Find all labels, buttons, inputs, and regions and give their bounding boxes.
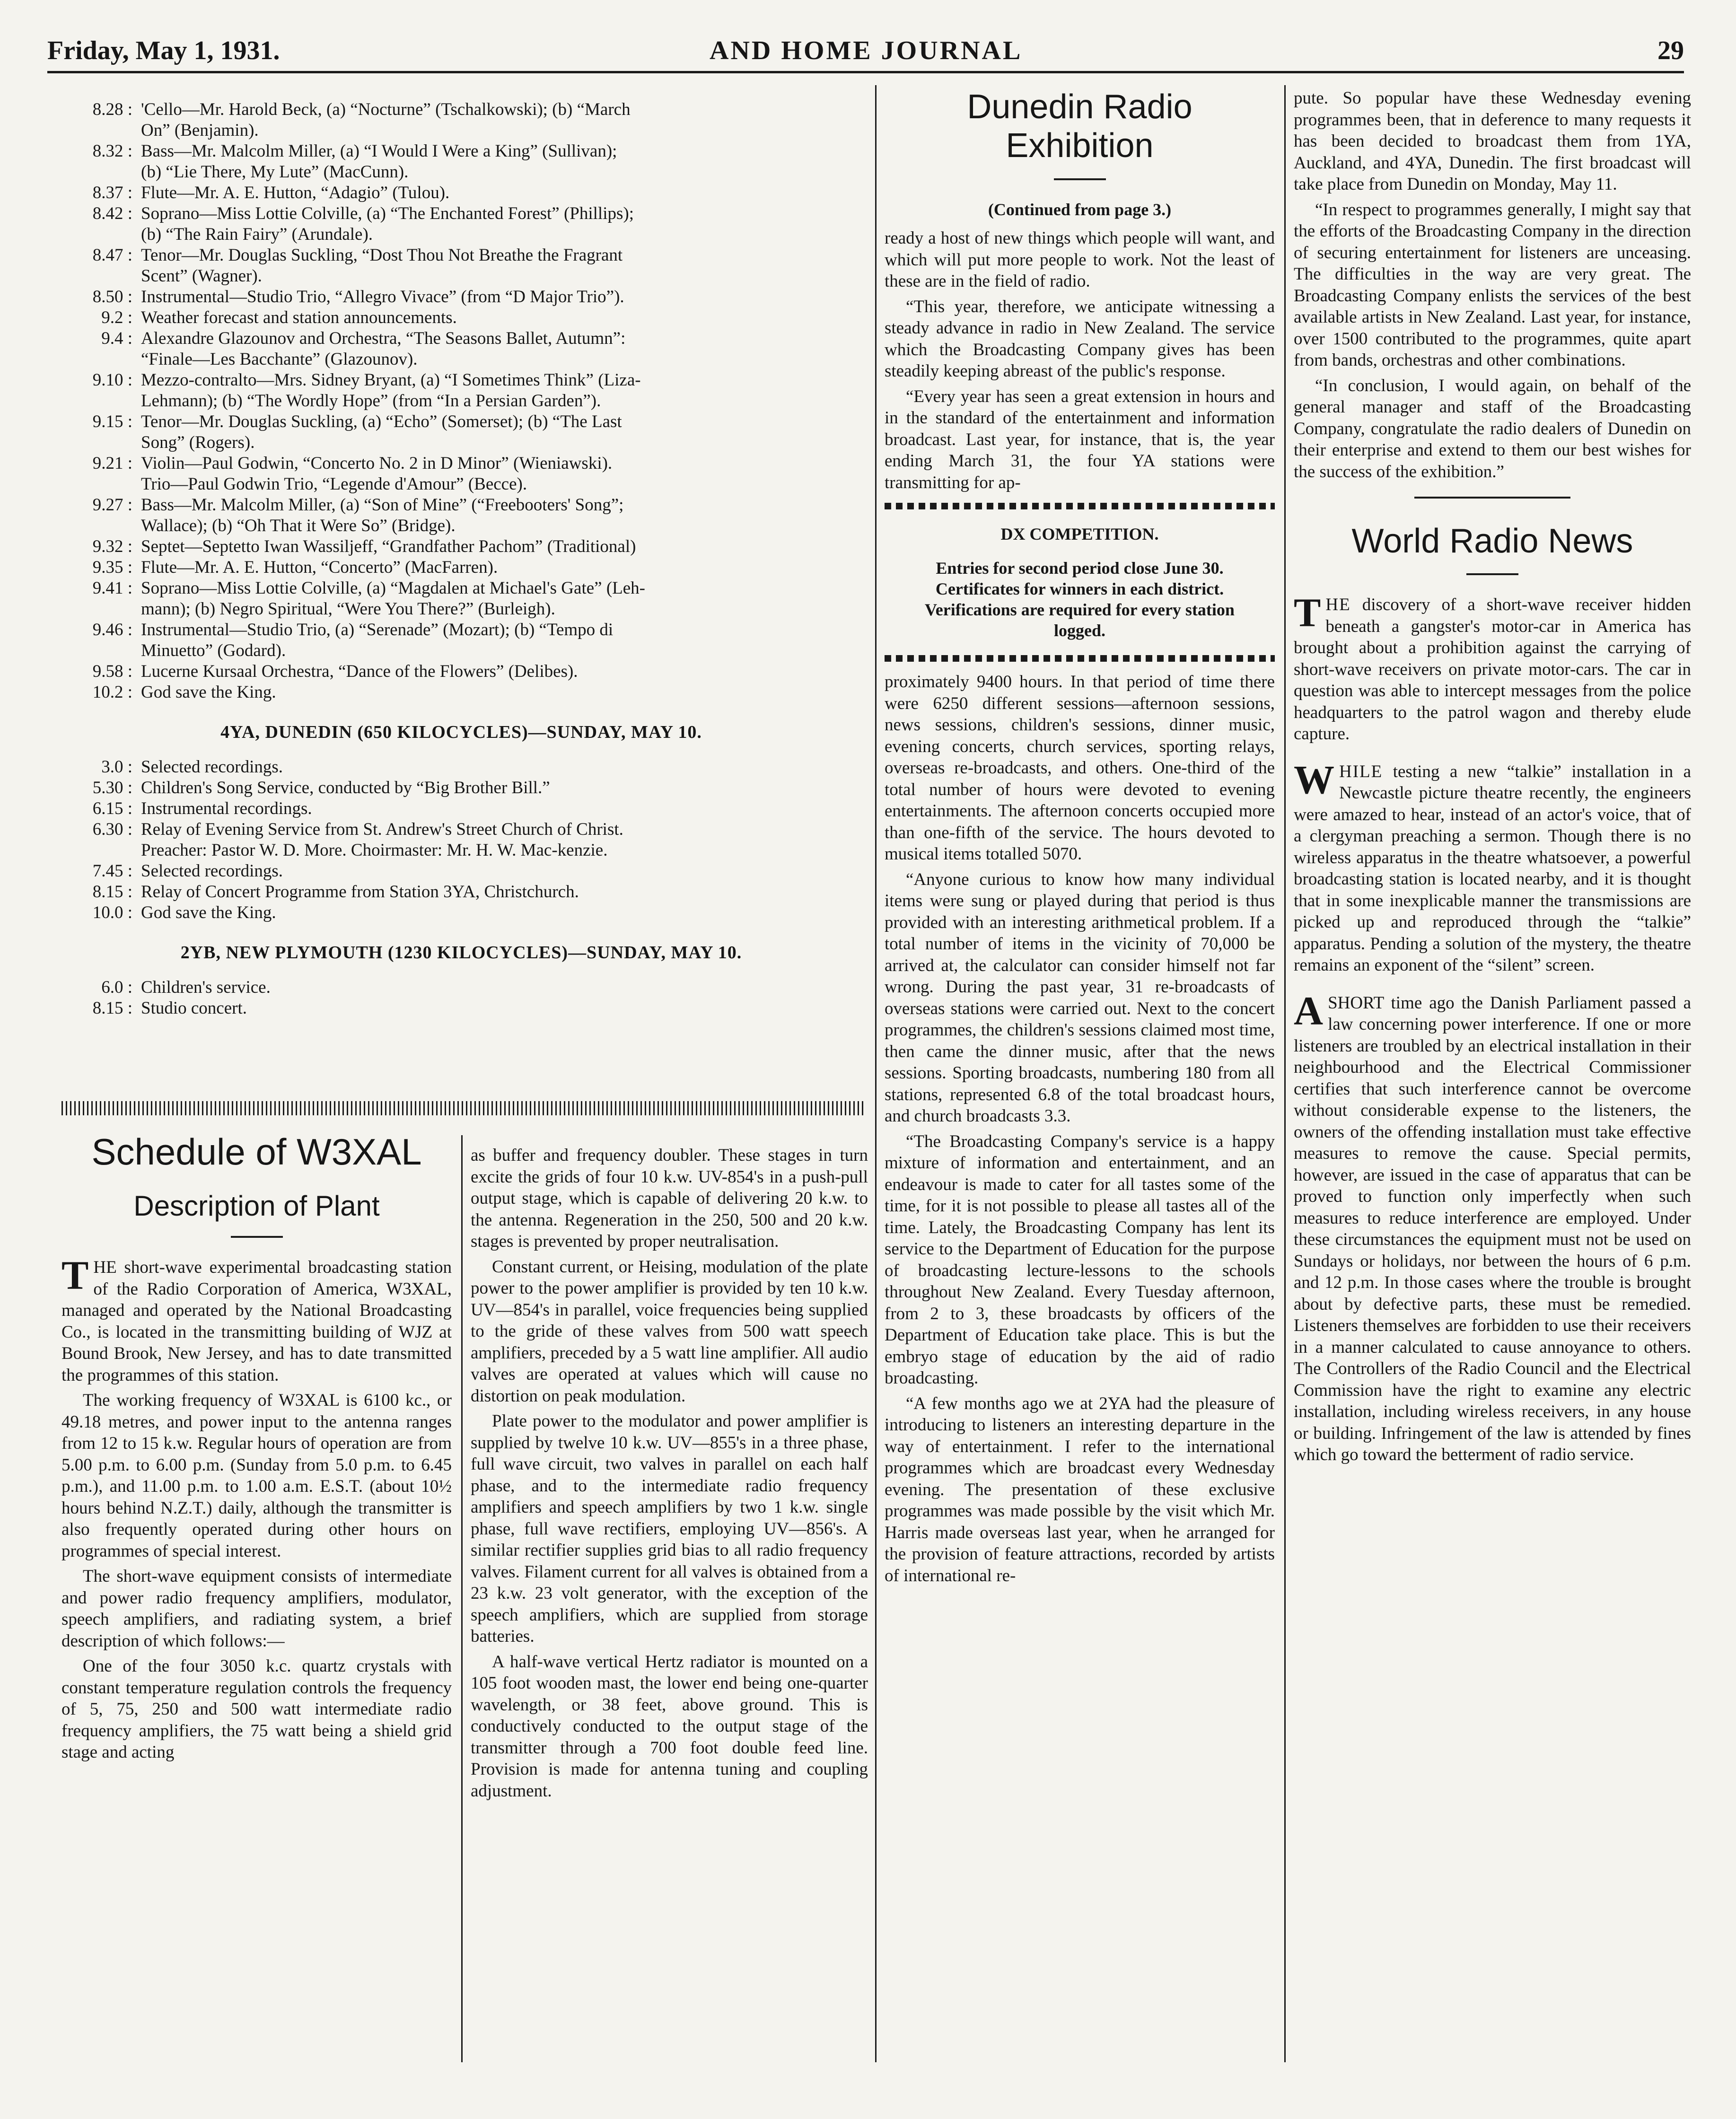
paragraph: “A few months ago we at 2YA had the pleasure of introducing to listeners an interesting departure in the way of entertainment. I refer to the international programmes which are broadcast every Wednesday evening. The presentation of these exclusive programmes was made possible by the visit which Mr. Harris made overseas last year, when he arranged for the provision of feature attractions, recorded by artists of international re- [885, 1393, 1275, 1585]
lead-word: HILE [1339, 762, 1383, 781]
schedule-item [61, 536, 861, 557]
drop-cap: W [1294, 756, 1334, 802]
schedule-time: 3.0 : [101, 757, 132, 777]
schedule-time: 6.30 : [92, 820, 132, 839]
schedule-item [61, 578, 861, 620]
dot-rule [885, 503, 1275, 509]
news-text: testing a new “talkie” installation in a Newcastle picture theatre recently, the engineers were amazed to hear, instead of an actor's voice, that of a clergyman preaching a sermon. Though there is no wireless apparatus in the theatre whatsoever, a powerful broadcasting station is located nearby, and it is thought that in some inexplicable manner the transmissions are picked up and reproduced through the “talkie” apparatus. Pending a solution of the mystery, the theatre remains an exponent of the “silent” screen. [1294, 762, 1691, 975]
drop-cap: T [61, 1252, 89, 1298]
schedule-text: Children's Song Service, conducted by “Big Brother Bill.” [141, 778, 550, 797]
w3xal-subtitle: Description of Plant [133, 1190, 380, 1222]
header-date: Friday, May 1, 1931. [47, 36, 280, 65]
header-title: AND HOME JOURNAL [710, 36, 1023, 65]
schedule-heading-4ya: 4YA, DUNEDIN (650 KILOCYCLES)—SUNDAY, MAY 10. [220, 722, 702, 742]
news-item [1294, 756, 1691, 976]
schedule-2yb [61, 977, 861, 1019]
schedule-text: Soprano—Miss Lottie Colville, (a) “Magdalen at Michael's Gate” (Leh- [141, 578, 645, 598]
schedule-item [61, 798, 861, 819]
separator-rule [1414, 497, 1570, 499]
paragraph: “In conclusion, I would again, on behalf of the general manager and staff of the Broadcasting Company, congratulate the radio dealers of Dunedin on their enterprise and extend to them our best wishes for the success of the exhibition.” [1294, 376, 1691, 482]
schedule-item [61, 682, 861, 703]
schedule-text: Instrumental—Studio Trio, “Allegro Vivace” (from “D Major Trio”). [141, 287, 624, 306]
schedule-text-continued: On” (Benjamin). [141, 121, 259, 140]
schedule-item [61, 412, 861, 453]
paragraph: “Anyone curious to know how many individual items were sung or played during that period is thus provided with an interesting arithmetical problem. If a total number of items in the vicinity of 70,000 be arrived at, the calculator can consider himself not far wrong. During the past year, 31 re-broadcasts of overseas stations were carried out. Next to the concert programmes, the children's sessions claimed most time, then came the dinner music, after that the news sessions. Sporting broadcasts, numbering 180 from all stations, represented 6.8 of the total broadcast hours, and church broadcasts 3.3. [885, 869, 1275, 1126]
schedule-item [61, 307, 861, 328]
schedule-time: 9.4 : [101, 329, 132, 348]
paragraph: as buffer and frequency doubler. These stages in turn excite the grids of four 10 k.w. UV-854's in a push-pull output stage, which is capable of delivering 20 k.w. to the antenna. Regeneration in the 250, 500 and 20 k.w. stages is prevented by proper neutralisation. [471, 1146, 868, 1251]
schedule-continued [61, 99, 861, 703]
schedule-text-continued: Song” (Rogers). [141, 433, 255, 452]
paragraph: proximately 9400 hours. In that period of time there were 6250 different sessions—afternoon sessions, news sessions, children's sessions, dinner music, evening concerts, church services, sporting relays, overseas re-broadcasts, and others. One-third of the total number of hours were devoted to evening entertainments. The afternoon concerts occupied more than one-fifth of the service. The hours devoted to musical items totalled 5070. [885, 672, 1275, 864]
schedule-text-continued: “Finale—Les Bacchante” (Glazounov). [141, 350, 418, 369]
schedule-text-continued: (b) “Lie There, My Lute” (MacCunn). [141, 162, 409, 182]
schedule-time: 8.42 : [92, 204, 132, 223]
schedule-time: 10.2 : [92, 683, 132, 702]
schedule-item [61, 245, 861, 287]
schedule-text: Weather forecast and station announcements. [141, 308, 457, 327]
page-header [47, 35, 1684, 73]
schedule-text-continued: Preacher: Pastor W. D. More. Choirmaster: Mr. H. W. Mac-kenzie. [141, 841, 608, 860]
news-text: SHORT time ago the Danish Parliament passed a law concerning power interference. If one or more listeners are troubled by an electrical installation in their neighbourhood and the Electrical Commissioner certifies that such interference cannot be overcome without considerable expense to the listeners, the owners of the offending installation must take effective measures to remove the cause. Special permits, however, are issued in the case of apparatus that can be proved to function only imperfectly when such measures to reduce interference are employed. Under these circumstances the equipment must not be used on Sundays or holidays, nor between the hours of 6 p.m. and 12 p.m. In those cases where the trouble is brought about by defective parts, these must be remedied. Listeners themselves are forbidden to use their receivers in a manner calculated to cause annoyance to others. The Controllers of the Radio Council and the Electrical Commission have the right to examine any electric installation, including wireless receivers, in any house or building. Infringement of the law is attended by fines which go toward the betterment of radio service. [1294, 993, 1691, 1464]
schedule-text: Bass—Mr. Malcolm Miller, (a) “Son of Mine” (“Freebooters' Song”; [141, 495, 624, 515]
schedule-text: Septet—Septetto Iwan Wassiljeff, “Grandfather Pachom” (Traditional) [141, 537, 636, 556]
schedule-time: 10.0 : [92, 903, 132, 922]
schedule-item [61, 861, 861, 882]
schedule-text: Relay of Concert Programme from Station 3YA, Christchurch. [141, 882, 579, 902]
schedule-time: 9.2 : [101, 308, 132, 327]
schedule-text: Studio concert. [141, 998, 247, 1018]
paragraph: The short-wave equipment consists of intermediate and power radio frequency amplifiers, modulator, speech amplifiers, and radiating system, a brief description of which follows:— [61, 1567, 452, 1651]
header-rule [47, 71, 1684, 73]
schedule-time: 9.58 : [92, 662, 132, 681]
w3xal-article-col2 [471, 1145, 868, 1805]
schedule-text: Instrumental—Studio Trio, (a) “Serenade” (Mozart); (b) “Tempo di [141, 620, 614, 639]
dx-line: Entries for second period close June 30. [936, 559, 1224, 578]
schedule-item [61, 977, 861, 998]
column-rule [461, 1135, 463, 2062]
schedule-text: Tenor—Mr. Douglas Suckling, (a) “Echo” (Somerset); (b) “The Last [141, 412, 622, 431]
schedule-text: 'Cello—Mr. Harold Beck, (a) “Nocturne” (Tschalkowski); (b) “March [141, 100, 631, 119]
schedule-item [61, 778, 861, 798]
right-column [1294, 88, 1691, 1482]
schedule-time: 9.10 : [92, 370, 132, 390]
schedule-time: 9.35 : [92, 558, 132, 577]
paragraph: Plate power to the modulator and power amplifier is supplied by twelve 10 k.w. UV—855's in a three phase, full wave circuit, two valves in parallel on each half phase, and to the intermediate radio frequency amplifiers and speech amplifiers by two 1 k.w. single phase, full wave rectifiers, employing UV—856's. A similar rectifier supplies grid bias to all radio frequency valves. Filament current for all valves is obtained from a 23 k.w. 23 volt generator, with the exception of the speech amplifiers, which are supplied from storage batteries. [471, 1411, 868, 1646]
section-divider [61, 1101, 866, 1115]
schedule-time: 6.0 : [101, 978, 132, 997]
schedule-text: Tenor—Mr. Douglas Suckling, “Dost Thou Not Breathe the Fragrant [141, 245, 623, 265]
schedule-item [61, 183, 861, 203]
schedule-text-continued: Trio—Paul Godwin Trio, “Legende d'Amour” (Becce). [141, 474, 527, 494]
schedule-time: 8.32 : [92, 141, 132, 161]
paragraph: One of the four 3050 k.c. quartz crystals with constant temperature regulation controls the frequency of 5, 75, 250 and 500 watt intermediate radio frequency amplifiers, the 75 watt being a shield grid stage and acting [61, 1656, 452, 1762]
schedule-time: 8.15 : [92, 998, 132, 1018]
schedule-4ya [61, 757, 861, 923]
title-rule [1054, 178, 1106, 180]
drop-cap: T [1294, 590, 1321, 635]
schedule-text-continued: Lehmann); (b) “The Wordly Hope” (from “In a Persian Garden”). [141, 391, 601, 411]
news-item [1294, 988, 1691, 1466]
dot-rule [885, 655, 1275, 662]
world-radio-news-items [1294, 590, 1691, 1466]
schedule-text: Violin—Paul Godwin, “Concerto No. 2 in D Minor” (Wieniawski). [141, 454, 613, 473]
paragraph: pute. So popular have these Wednesday evening programmes been, that in deference to many requests it has been decided to broadcast them from 1YA, Auckland, and 4YA, Dunedin. The first broadcast will take place from Dunedin on Monday, May 11. [1294, 88, 1691, 194]
column-rule [1284, 85, 1286, 2062]
schedule-time: 9.41 : [92, 578, 132, 598]
paragraph: A half-wave vertical Hertz radiator is mounted on a 105 foot wooden mast, the lower end being one-quarter wavelength, or 38 feet, above ground. This is conductively conducted to the output stage of the transmitter through a 700 foot double feed line. Provision is made for antenna tuning and coupling adjustment. [471, 1652, 868, 1801]
paragraph: Constant current, or Heising, modulation of the plate power to the power amplifier is provided by ten 10 k.w. UV—854's in parallel, voice frequencies being supplied to the gride of these valves from 500 watt speech amplifiers, preceded by a 5 watt line amplifier. All audio valves are operated at values which will cause no distortion on peak modulation. [471, 1257, 868, 1406]
w3xal-article-col1 [61, 1133, 452, 1767]
schedule-item [61, 99, 861, 141]
header-page-number: 29 [1657, 36, 1684, 65]
schedule-text: Instrumental recordings. [141, 799, 312, 818]
schedule-item [61, 819, 861, 861]
schedule-text: Lucerne Kursaal Orchestra, “Dance of the Flowers” (Delibes). [141, 662, 578, 681]
schedule-item [61, 328, 861, 370]
schedule-time: 8.50 : [92, 287, 132, 306]
schedule-time: 9.27 : [92, 495, 132, 515]
schedule-text: God save the King. [141, 683, 276, 702]
schedule-item [61, 287, 861, 307]
world-radio-news-title: World Radio News [1351, 522, 1633, 560]
schedule-text-continued: Wallace); (b) “Oh That it Were So” (Bridge). [141, 516, 456, 535]
schedule-text: Mezzo-contralto—Mrs. Sidney Bryant, (a) “I Sometimes Think” (Liza- [141, 370, 641, 390]
dx-title: DX COMPETITION. [1000, 525, 1159, 543]
paragraph: THE short-wave experimental broadcasting station of the Radio Corporation of America, W3XAL, managed and operated by the National Broadcasting Co., is located in the transmitting building of WJZ at Bound Brook, New Jersey, and has to date transmitted the programmes of this station. [61, 1252, 452, 1385]
schedule-time: 8.37 : [92, 183, 132, 202]
continued-note: (Continued from page 3.) [988, 200, 1172, 219]
schedule-item [61, 882, 861, 902]
lead-word: HE [1325, 595, 1351, 614]
title-rule [231, 1236, 283, 1238]
schedule-item [61, 902, 861, 923]
schedule-item [61, 453, 861, 495]
schedule-time: 9.32 : [92, 537, 132, 556]
schedule-time: 7.45 : [92, 861, 132, 881]
schedule-time: 9.46 : [92, 620, 132, 639]
schedule-item [61, 203, 861, 245]
column-rule [875, 85, 877, 2062]
schedule-text-continued: Minuetto” (Godard). [141, 641, 286, 660]
schedule-text: Soprano—Miss Lottie Colville, (a) “The Enchanted Forest” (Phillips); [141, 204, 634, 223]
schedule-item [61, 557, 861, 578]
title-rule [1466, 573, 1518, 575]
schedule-item [61, 370, 861, 412]
schedule-text: Relay of Evening Service from St. Andrew's Street Church of Christ. [141, 820, 623, 839]
schedule-heading-2yb: 2YB, NEW PLYMOUTH (1230 KILOCYCLES)—SUNDAY, MAY 10. [180, 943, 742, 963]
schedule-time: 8.28 : [92, 100, 132, 119]
schedule-text-continued: mann); (b) Negro Spiritual, “Were You There?” (Burleigh). [141, 599, 555, 619]
schedule-item [61, 998, 861, 1019]
schedule-time: 9.15 : [92, 412, 132, 431]
schedule-text: Flute—Mr. A. E. Hutton, “Adagio” (Tulou). [141, 183, 450, 202]
paragraph: “This year, therefore, we anticipate witnessing a steady advance in radio in New Zealand. The service which the Broadcasting Company gives has been steadily keeping abreast of the public's response. [885, 297, 1275, 381]
schedule-text-continued: (b) “The Rain Fairy” (Arundale). [141, 225, 373, 244]
news-text: discovery of a short-wave receiver hidden beneath a gangster's motor-car in America has brought about a prohibition against the carrying of short-wave receivers on private motor-cars. The car in question was able to intercept messages from the police headquarters to the patrol wagon and thereby elude capture. [1294, 595, 1691, 744]
dx-line: Verifications are required for every station logged. [925, 600, 1235, 640]
schedule-text: Bass—Mr. Malcolm Miller, (a) “I Would I Were a King” (Sullivan); [141, 141, 617, 161]
schedule-text: Flute—Mr. A. E. Hutton, “Concerto” (MacFarren). [141, 558, 498, 577]
dx-competition-box [885, 524, 1275, 641]
dunedin-exhibition-col [885, 88, 1275, 1590]
paragraph: The working frequency of W3XAL is 6100 kc., or 49.18 metres, and power input to the antenna ranges from 12 to 15 k.w. Regular hours of operation are from 5.00 p.m. to 6.00 p.m. (Sunday from 5.0 p.m. to 6.45 p.m.), and 11.00 p.m. to 1.00 a.m. E.S.T. (about 10½ hours behind N.Z.T.) daily, although the transmitter is also frequently operated during other hours on programmes of special interest. [61, 1391, 452, 1561]
exhibition-title: Dunedin Radio Exhibition [967, 88, 1192, 165]
drop-cap: A [1294, 988, 1324, 1033]
schedule-time: 8.47 : [92, 245, 132, 265]
dx-line: Certificates for winners in each district. [935, 579, 1224, 598]
w3xal-title: Schedule of W3XAL [91, 1131, 422, 1173]
schedule-item [61, 495, 861, 536]
schedule-time: 6.15 : [92, 799, 132, 818]
paragraph: “Every year has seen a great extension in hours and in the standard of the entertainment and information broadcast. Last year, for instance, that is, the year ending March 31, the four YA stations were transmitting for ap- [885, 386, 1275, 492]
schedule-text: Alexandre Glazounov and Orchestra, “The Seasons Ballet, Autumn”: [141, 329, 626, 348]
schedule-item [61, 620, 861, 661]
schedule-text: Selected recordings. [141, 757, 283, 777]
schedule-time: 5.30 : [92, 778, 132, 797]
news-item [1294, 590, 1691, 745]
schedule-item [61, 141, 861, 183]
paragraph: “In respect to programmes generally, I might say that the efforts of the Broadcasting Company in the direction of securing entertainment for listeners are unceasing. The difficulties in the way are very great. The Broadcasting Company enlists the services of the best available artists in New Zealand. Last year, for instance, over 1500 contributed to the programmes, quite apart from bands, orchestras and other combinations. [1294, 200, 1691, 370]
schedule-text: Children's service. [141, 978, 271, 997]
schedule-text: God save the King. [141, 903, 276, 922]
programme-schedule [61, 99, 861, 1019]
paragraph: “The Broadcasting Company's service is a happy mixture of information and entertainment, and an endeavour is made to cater for all tastes some of the time, for it is not possible to please all tastes all of the time. Lately, the Broadcasting Company has lent its service to the Department of Education for the purpose of broadcasting lecture-lessons to the schools throughout New Zealand. Every Tuesday afternoon, from 2 to 3, these broadcasts by officers of the Department of Education take place. This is but the embryo stage of education by the aid of radio broadcasting. [885, 1131, 1275, 1388]
schedule-time: 8.15 : [92, 882, 132, 902]
paragraph: ready a host of new things which people will want, and which will put more people to work. Not the least of these are in the field of radio. [885, 228, 1275, 291]
schedule-text-continued: Scent” (Wagner). [141, 266, 262, 286]
schedule-item [61, 757, 861, 778]
schedule-text: Selected recordings. [141, 861, 283, 881]
schedule-time: 9.21 : [92, 454, 132, 473]
schedule-item [61, 661, 861, 682]
